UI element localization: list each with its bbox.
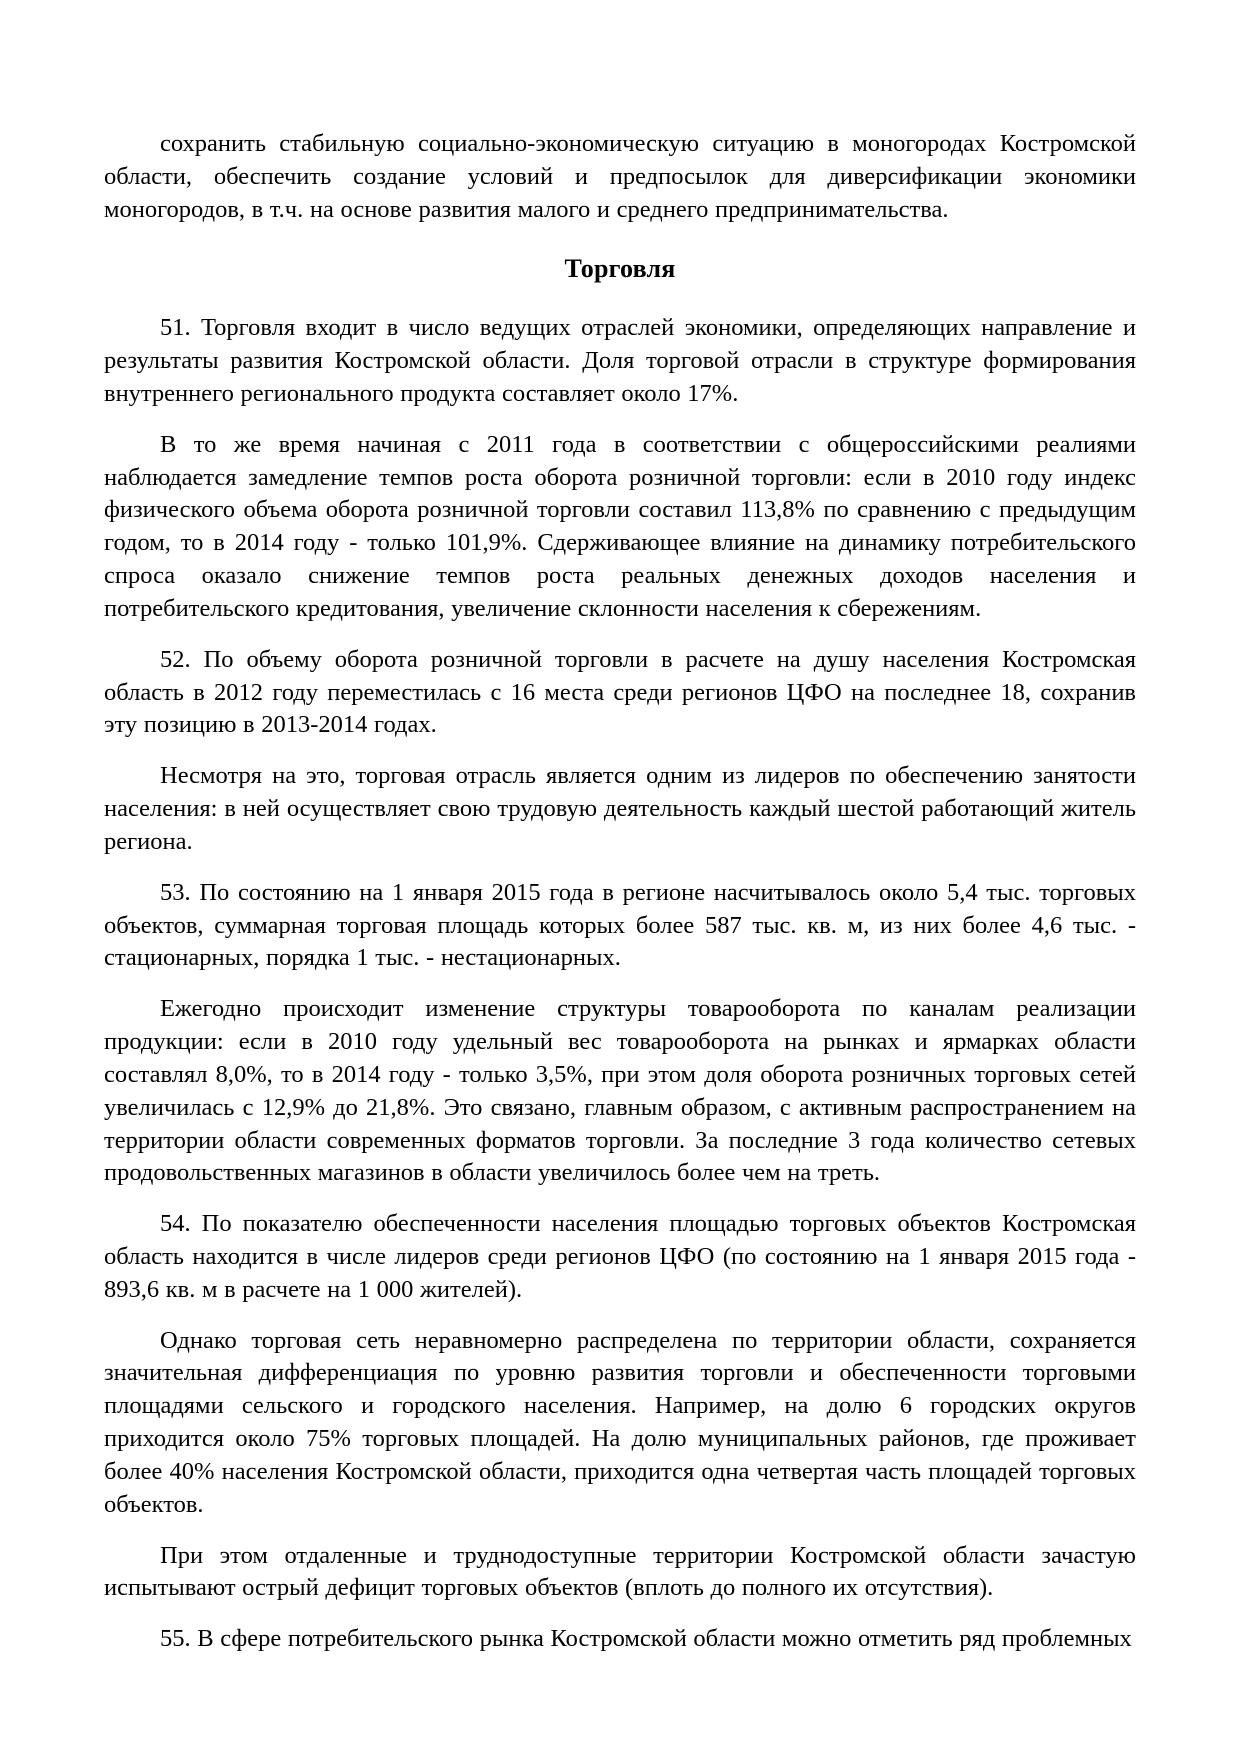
paragraph-item-51: 51. Торговля входит в число ведущих отраслей экономики, определяющих направление и результаты развития Костромской области. Доля торговой отрасли в структуре формирования внутреннего регионального продукта составляет около 17%. — [104, 314, 1136, 407]
document-body — [104, 128, 1136, 1656]
paragraph-item-52-note: Несмотря на это, торговая отрасль является одним из лидеров по обеспечению занятости населения: в ней осуществляет свою трудовую деятельность каждый шестой работающий житель региона. — [104, 762, 1136, 855]
paragraph-item-52: 52. По объему оборота розничной торговли в расчете на душу населения Костромская область в 2012 году переместилась с 16 места среди регионов ЦФО на последнее 18, сохранив эту позицию в 2013-2014 годах. — [104, 645, 1136, 739]
paragraph-item-54-note: Однако торговая сеть неравномерно распределена по территории области, сохраняется значительная дифференциация по уровню развития торговли и обеспеченности торговыми площадями сельского и городского населения. Например, на долю 6 городских округов приходится около 75% торговых площадей. На долю муниципальных районов, где проживает более 40% населения Костромской области, приходится одна четвертая часть площадей торговых объектов. — [104, 1326, 1136, 1518]
paragraph-item-54: 54. По показателю обеспеченности населения площадью торговых объектов Костромская область находится в числе лидеров среди регионов ЦФО (по состоянию на 1 января 2015 года - 893,6 кв. м в расчете на 1 000 жителей). — [104, 1210, 1136, 1303]
paragraph-item-53-note: Ежегодно происходит изменение структуры товарооборота по каналам реализации продукции: если в 2010 году удельный вес товарооборота на рынках и ярмарках области составлял 8,0%, то в 2014 году - только 3,5%, при этом доля оборота розничных торговых сетей увеличилась с 12,9% до 21,8%. Это связано, главным образом, с активным распространением на территории области современных форматов торговли. За последние 3 года количество сетевых продовольственных магазинов в области увеличилось более чем на треть. — [104, 995, 1136, 1187]
paragraph-intro-continued: сохранить стабильную социально-экономическую ситуацию в моногородах Костромской области, обеспечить создание условий и предпосылок для диверсификации экономики моногородов, в т.ч. на основе развития малого и среднего предпринимательства. — [104, 130, 1136, 223]
section-heading-torgovlya: Торговля — [564, 254, 676, 284]
paragraph-item-54-note-2: При этом отдаленные и труднодоступные территории Костромской области зачастую испытывают острый дефицит торговых объектов (вплоть до полного их отсутствия). — [104, 1541, 1136, 1602]
paragraph-item-55: 55. В сфере потребительского рынка Костромской области можно отметить ряд проблемных — [160, 1625, 1132, 1653]
paragraph-item-51-note: В то же время начиная с 2011 года в соответствии с общероссийскими реалиями наблюдается замедление темпов роста оборота розничной торговли: если в 2010 году индекс физического объема оборота розничной торговли составил 113,8% по сравнению с предыдущим годом, то в 2014 году - только 101,9%. Сдерживающее влияние на динамику потребительского спроса оказало снижение темпов роста реальных денежных доходов населения и потребительского кредитования, увеличение склонности населения к сбережениям. — [104, 430, 1136, 622]
paragraph-item-53: 53. По состоянию на 1 января 2015 года в регионе насчитывалось около 5,4 тыс. торговых объектов, суммарная торговая площадь которых более 587 тыс. кв. м, из них более 4,6 тыс. - стационарных, порядка 1 тыс. - нестационарных. — [104, 878, 1136, 972]
